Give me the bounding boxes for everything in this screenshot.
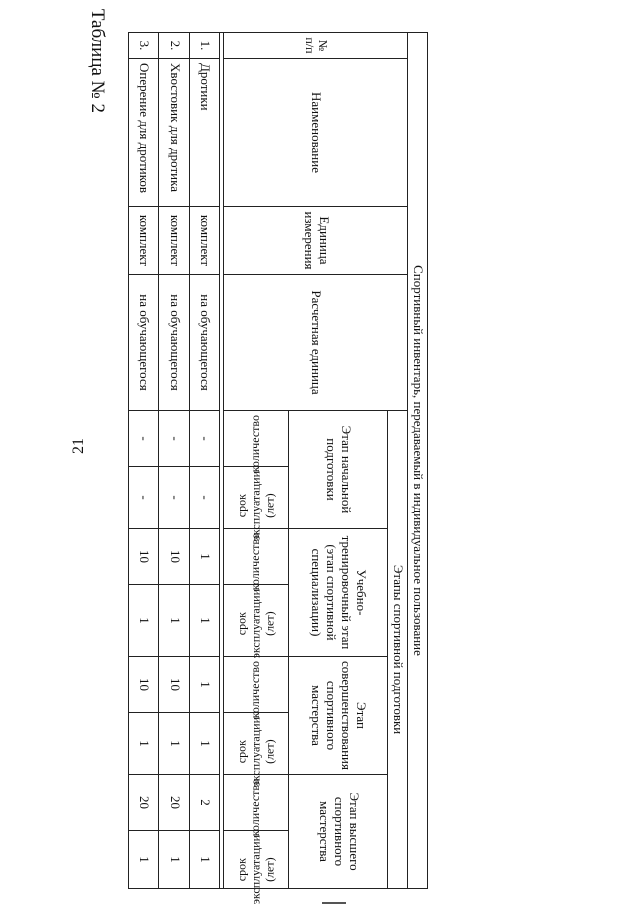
col-header-calc-unit: Расчетная единица [224,275,408,411]
sub-header-term: срок эксплуатации (лет) [224,713,289,775]
stage-header-highest: Этап высшего спортивного мастерства [289,775,388,889]
equipment-table-container [128,32,428,905]
row-number: 1. [189,33,219,59]
header-spacer-row [220,33,224,889]
stage1-term: - [189,467,219,529]
table-row [189,33,219,889]
stage4-term: 1 [159,831,189,889]
stage2-quantity: 1 [189,529,219,585]
stages-header: Этапы спортивной подготовки [388,411,408,889]
stage3-term: 1 [189,713,219,775]
stage3-quantity: 10 [129,657,159,713]
stage3-quantity: 1 [189,657,219,713]
stage1-quantity: - [159,411,189,467]
table-caption: Таблица № 2 [87,8,108,114]
stage4-quantity: 20 [159,775,189,831]
stage1-term: - [159,467,189,529]
sub-header-term: срок эксплуатации (лет) [224,467,289,529]
stage3-quantity: 10 [159,657,189,713]
scan-mark [322,902,346,904]
stage1-quantity: - [189,411,219,467]
item-unit: комплект [189,207,219,275]
item-calc-unit: на обучающегося [129,275,159,411]
stage3-term: 1 [129,713,159,775]
stage2-quantity: 10 [159,529,189,585]
item-name: Хвостовик для дротика [159,59,189,207]
stage4-term: 1 [129,831,159,889]
sub-header-quantity: количество [224,775,289,831]
table-row [159,33,189,889]
stage3-term: 1 [159,713,189,775]
item-calc-unit: на обучающегося [159,275,189,411]
equipment-table [128,32,428,905]
sub-header-term: срок эксплуатации (лет) [224,831,289,889]
sub-header-quantity: количество [224,411,289,467]
item-name: Дротики [189,59,219,207]
stage4-quantity: 2 [189,775,219,831]
stage2-term: 1 [159,585,189,657]
table-row [129,33,159,889]
col-header-unit: Единица измерения [224,207,408,275]
sub-header-quantity: количество [224,657,289,713]
stage4-term: 1 [189,831,219,889]
sub-header-quantity: количество [224,529,289,585]
col-header-number: № п/п [224,33,408,59]
item-unit: комплект [159,207,189,275]
sub-header-term: срок эксплуатации (лет) [224,585,289,657]
stage-header-improvement: Этап совершенствования спортивного мастерства [289,657,388,775]
page-number: 21 [70,438,87,454]
item-unit: комплект [129,207,159,275]
row-number: 2. [159,33,189,59]
stage-header-training: Учебно-тренировочный этап (этап спортивной специализации) [289,529,388,657]
stage4-quantity: 20 [129,775,159,831]
stage-header-initial: Этап начальной подготовки [289,411,388,529]
stage1-term: - [129,467,159,529]
row-number: 3. [129,33,159,59]
item-name: Оперение для дротиков [129,59,159,207]
stage2-term: 1 [129,585,159,657]
table-title: Спортивный инвентарь, передаваемый в индивидуальное пользование [408,33,428,889]
stage2-term: 1 [189,585,219,657]
item-calc-unit: на обучающегося [189,275,219,411]
stage2-quantity: 10 [129,529,159,585]
col-header-name: Наименование [224,59,408,207]
stage1-quantity: - [129,411,159,467]
